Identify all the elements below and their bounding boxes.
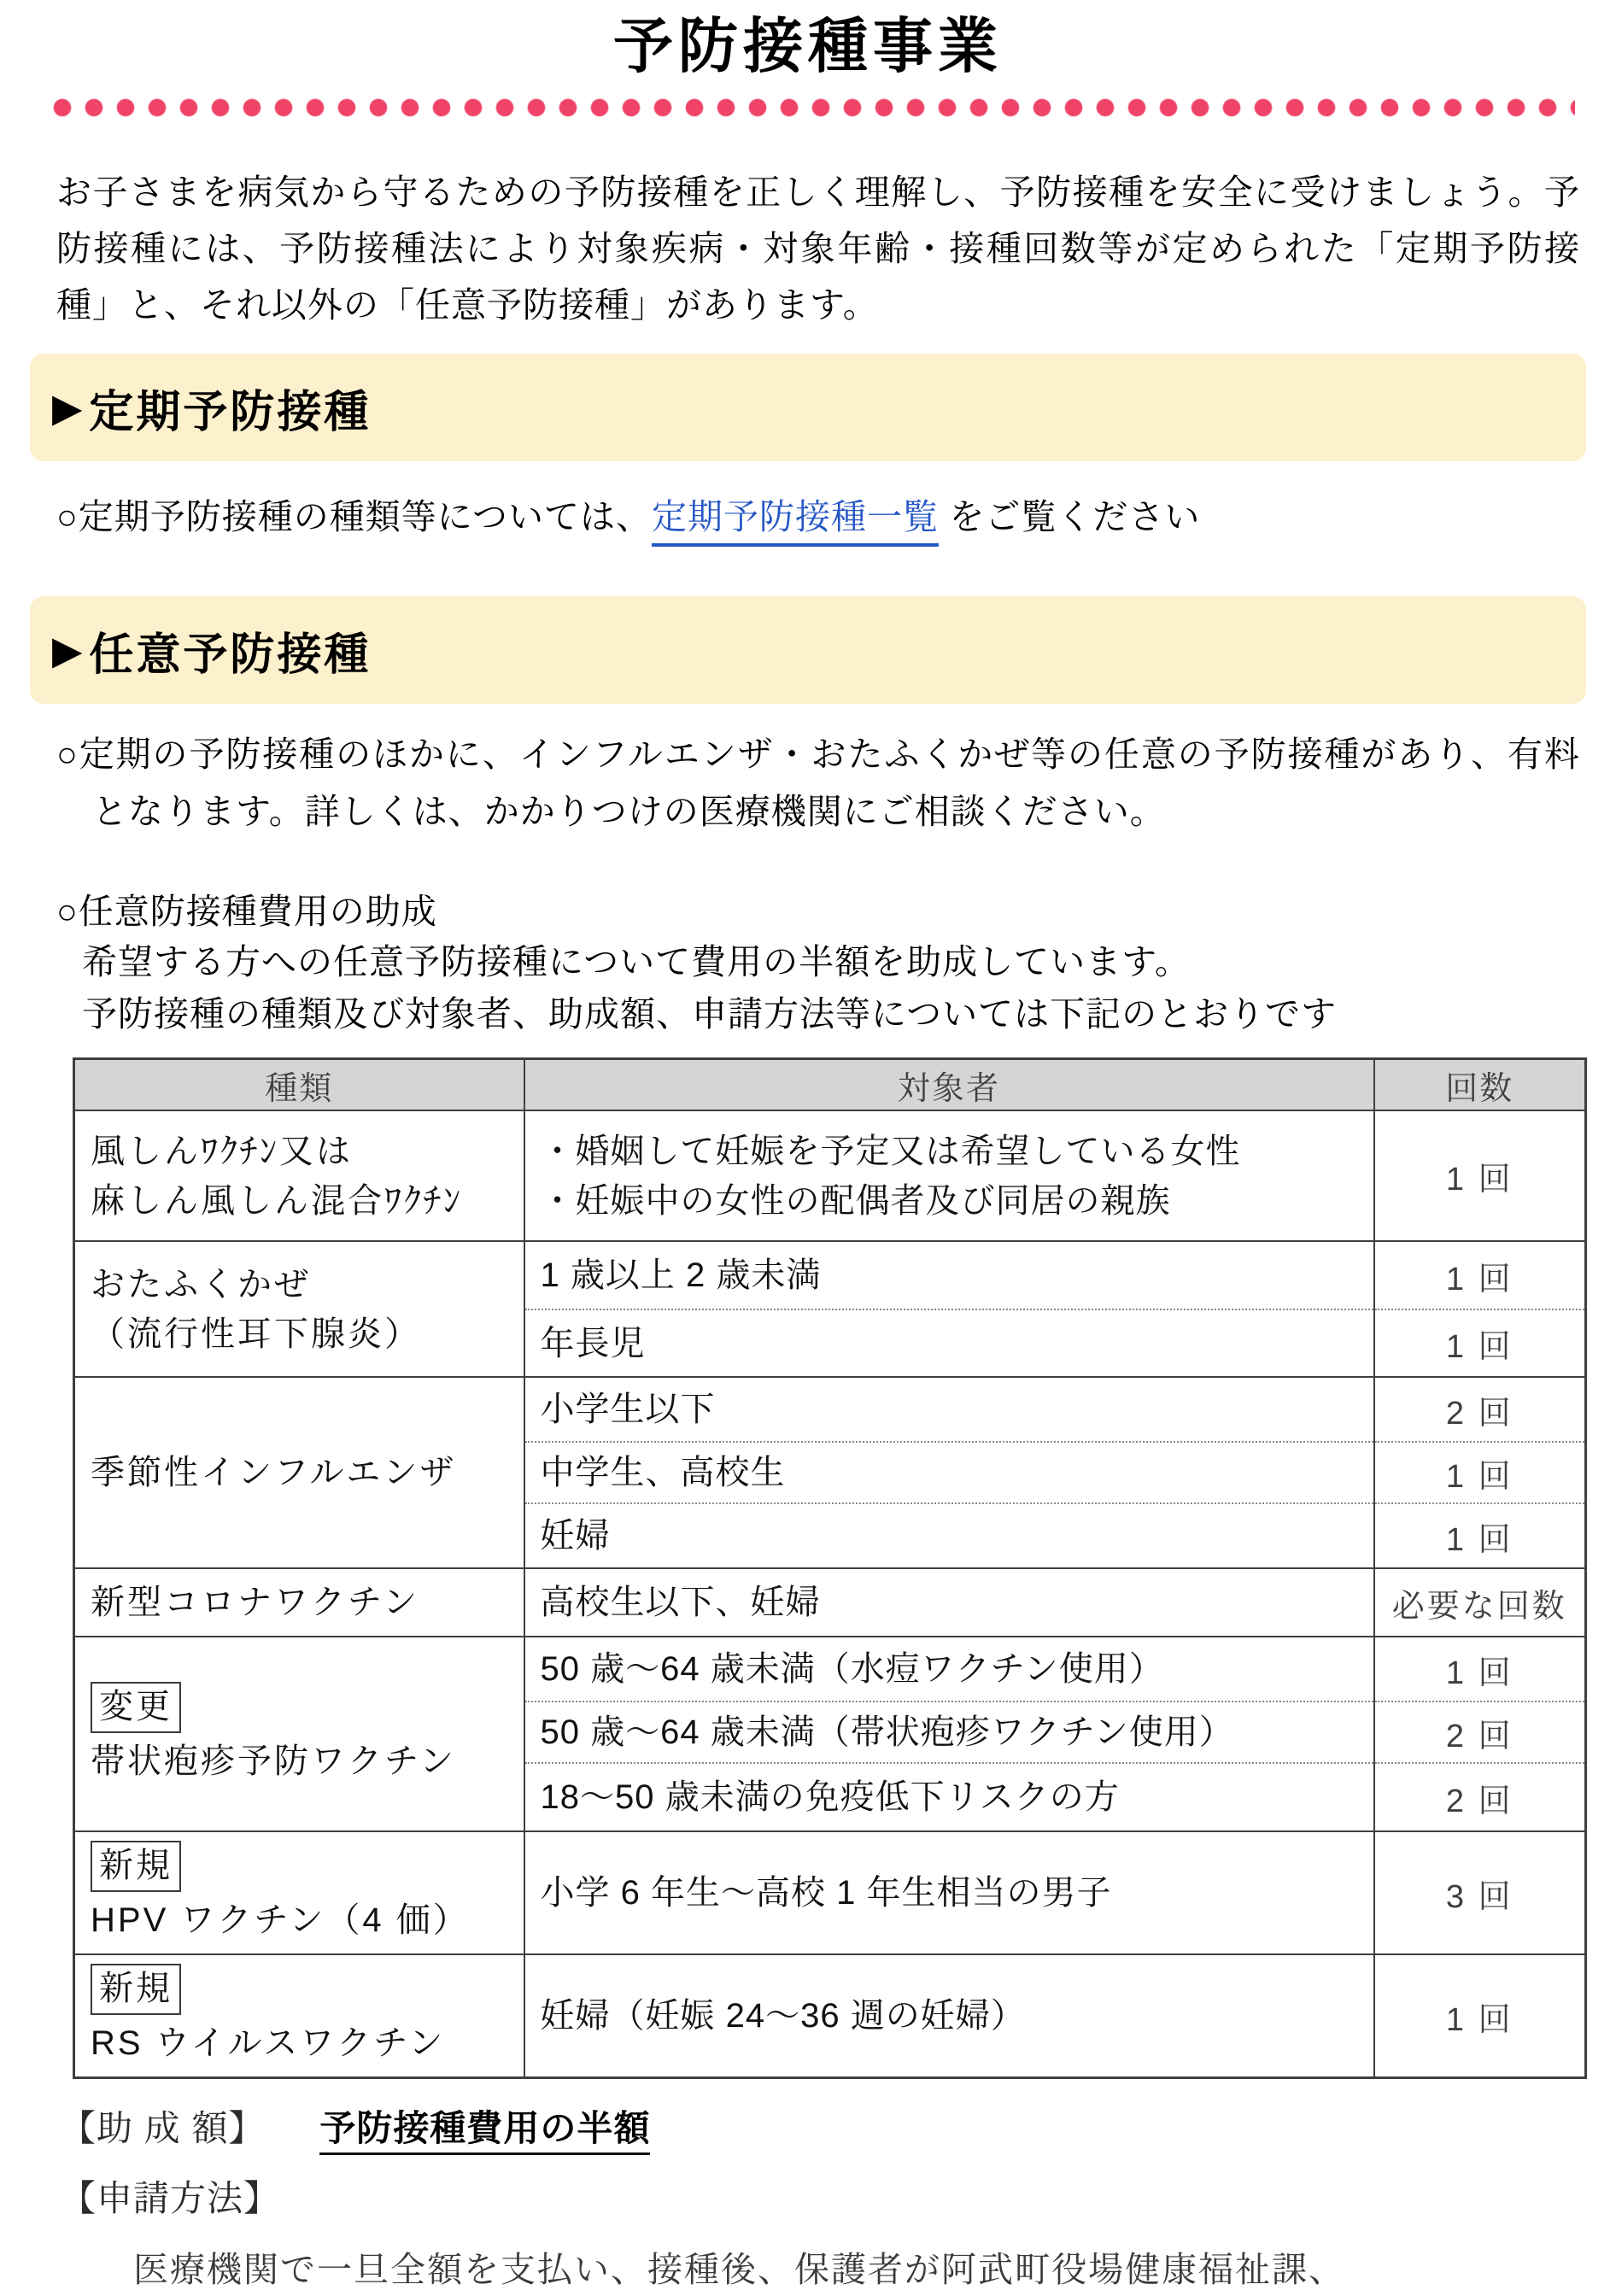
count-cell: 3 回: [1374, 1831, 1586, 1954]
target-cell: [524, 1110, 1374, 1241]
count-cell: 1 回: [1374, 1241, 1586, 1309]
target-cell: 50 歳〜64 歳未満（水痘ワクチン使用）: [524, 1637, 1374, 1702]
target-cell: 1 歳以上 2 歳未満: [524, 1241, 1374, 1309]
table-row: [74, 1110, 1586, 1241]
document-page: [0, 5, 1616, 2289]
count-cell: 1 回: [1374, 1637, 1586, 1702]
count-cell: 1 回: [1374, 1503, 1586, 1568]
apply-method-note: 医療機関で一旦全額を支払い、接種後、保護者が阿武町役場健康福祉課、: [133, 2250, 1345, 2289]
section-heading-teiki: 定期予防接種: [89, 387, 372, 437]
type-line: 帯状疱疹予防ワクチン: [91, 1742, 456, 1780]
col-header-type: 種類: [74, 1059, 524, 1111]
type-line: 新型コロナワクチン: [91, 1584, 419, 1621]
grant-line1: 希望する方への任意予防接種について費用の半額を助成しています。: [82, 942, 1191, 981]
count-cell: 1 回: [1374, 1442, 1586, 1503]
vaccine-type-cell: [74, 1568, 524, 1637]
target-cell: 小学 6 年生〜高校 1 年生相当の男子: [524, 1831, 1374, 1954]
table-row: [74, 1377, 1586, 1442]
target-cell: 小学生以下: [524, 1377, 1374, 1442]
table-row: [74, 1637, 1586, 1702]
teiki-link-line: [56, 490, 1580, 543]
col-header-count: 回数: [1374, 1059, 1586, 1111]
count-cell: 2 回: [1374, 1763, 1586, 1831]
vaccine-type-cell: [74, 1110, 524, 1241]
new-badge: 新規: [91, 1841, 181, 1892]
vaccine-type-cell: [74, 1241, 524, 1377]
target-cell: 妊婦: [524, 1503, 1374, 1568]
table-row: [74, 1241, 1586, 1309]
vaccine-type-cell: [74, 1954, 524, 2078]
count-cell: 1 回: [1374, 1110, 1586, 1241]
grant-amount-value: 予防接種費用の半額: [319, 2108, 650, 2155]
grant-amount-label: 【助 成 額】: [60, 2108, 266, 2148]
count-cell: 必要な回数: [1374, 1568, 1586, 1637]
apply-method-label: 【申請方法】: [60, 2178, 281, 2218]
vaccine-subsidy-table: [73, 1057, 1587, 2079]
nini-paragraph: ○定期の予防接種のほかに、インフルエンザ・おたふくかぜ等の任意の予防接種があり、有料となります。詳しくは、かかりつけの医療機関にご相談ください。: [56, 735, 1580, 831]
section-bar-teiki: [30, 354, 1586, 461]
new-badge: 新規: [91, 1964, 181, 2015]
count-cell: 2 回: [1374, 1702, 1586, 1763]
target-cell: 中学生、高校生: [524, 1442, 1374, 1503]
triangle-marker-icon: ▶: [52, 385, 83, 430]
grant-info-block: [56, 887, 1580, 1040]
teiki-link-prefix: ○定期予防接種の種類等については、: [56, 497, 652, 536]
table-row: [74, 1831, 1586, 1954]
target-cell: 妊婦（妊娠 24〜36 週の妊婦）: [524, 1954, 1374, 2078]
count-cell: 1 回: [1374, 1309, 1586, 1377]
section-bar-nini: [30, 596, 1586, 704]
table-row: [74, 1954, 1586, 2078]
type-line: RS ウイルスワクチン: [91, 2024, 446, 2062]
type-line: 麻しん風しん混合ﾜｸﾁﾝ: [91, 1181, 463, 1220]
intro-paragraph: お子さまを病気から守るための予防接種を正しく理解し、予防接種を安全に受けましょう。予防接種には、予防接種法により対象疾病・対象年齢・接種回数等が定められた「定期予防接種」と、それ以外の「任意予防接種」があります。: [56, 173, 1580, 325]
target-cell: 年長児: [524, 1309, 1374, 1377]
change-badge: 変更: [91, 1682, 181, 1733]
grant-line2: 予防接種の種類及び対象者、助成額、申請方法等については下記のとおりです: [82, 994, 1338, 1034]
type-line: おたふくかぜ: [91, 1265, 311, 1303]
grant-title: ○任意防接種費用の助成: [56, 892, 437, 931]
target-line: ・妊娠中の女性の配偶者及び同居の親族: [540, 1181, 1171, 1220]
type-line: （流行性耳下腺炎）: [91, 1315, 421, 1353]
target-cell: 高校生以下、妊婦: [524, 1568, 1374, 1637]
vaccine-type-cell: [74, 1637, 524, 1831]
teiki-schedule-link[interactable]: 定期予防接種一覧: [652, 497, 939, 547]
page-title: 予防接種事業: [613, 13, 1003, 79]
triangle-marker-icon: ▶: [52, 628, 83, 672]
type-line: 季節性インフルエンザ: [91, 1454, 457, 1491]
col-header-target: 対象者: [524, 1059, 1374, 1111]
target-cell: 50 歳〜64 歳未満（帯状疱疹ワクチン使用）: [524, 1702, 1374, 1763]
type-line: 風しんﾜｸﾁﾝ又は: [91, 1132, 353, 1170]
grant-amount-line: [60, 2101, 1580, 2156]
section-heading-nini: 任意予防接種: [89, 630, 372, 680]
table-header-row: [74, 1059, 1586, 1111]
count-cell: 1 回: [1374, 1954, 1586, 2078]
count-cell: 2 回: [1374, 1377, 1586, 1442]
table-row: [74, 1568, 1586, 1637]
type-line: HPV ワクチン（4 価）: [91, 1901, 470, 1939]
vaccine-type-cell: [74, 1377, 524, 1568]
teiki-link-suffix: をご覧ください: [938, 497, 1201, 536]
vaccine-type-cell: [74, 1831, 524, 1954]
target-line: ・婚姻して妊娠を予定又は希望している女性: [540, 1132, 1241, 1170]
target-cell: 18〜50 歳未満の免疫低下リスクの方: [524, 1763, 1374, 1831]
pink-dotted-divider: [53, 97, 1575, 118]
